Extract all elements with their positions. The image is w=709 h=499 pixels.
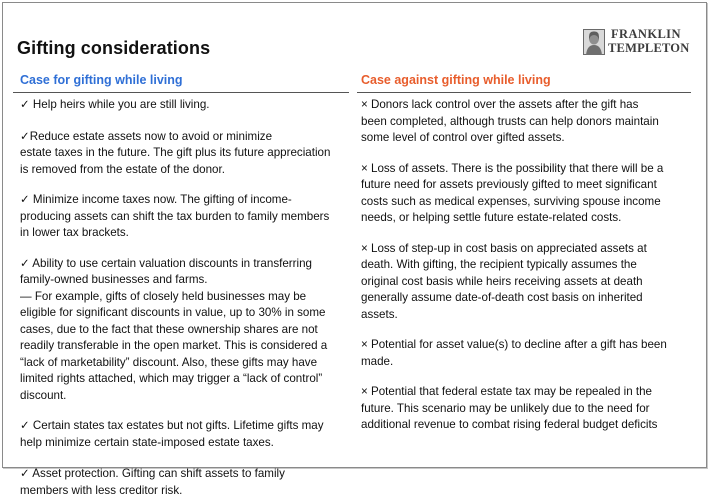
list-item: ✓ Ability to use certain valuation discounts in transferring family-owned businesses and farms. — For example, gifts of closely held businesses may be eligible for significant discounts in value, up to 30% in some cases, due to the fact that these ownership shares are not readily transferable in the open market. This is considered a “lack of marketability” discount. Also, these gifts may have limited rights attached, which may trigger a “lack of control” discount. (20, 256, 328, 402)
case-for-list (20, 97, 350, 499)
list-item: × Loss of assets. There is the possibility that there will be a future need for assets previously gifted to meet significant costs such as medical expenses, surviving spouse income needs, or helping settle future estate-related costs. (361, 161, 664, 224)
right-heading-divider (357, 92, 691, 93)
slide-frame (2, 2, 707, 497)
list-item: × Potential that federal estate tax may be repealed in the future. This scenario may be unlikely due to the need for additional revenue to combat rising federal budget deficits (361, 385, 658, 431)
list-item: ✓ Minimize income taxes now. The gifting of income- producing assets can shift the tax burden to family members in lower tax brackets. (20, 193, 330, 239)
logo-line-templeton: TEMPLETON (608, 41, 690, 55)
list-item: ✓ Help heirs while you are still living. (20, 98, 210, 111)
list-item: ✓Reduce estate assets now to avoid or minimize estate taxes in the future. The gift plus its future appreciation is removed from the estate of the donor. (20, 129, 331, 176)
list-item: × Loss of step-up in cost basis on appreciated assets at death. With gifting, the recipient typically assumes the original cost basis while heirs receiving assets at death generally assume date-of-death cost basis on inherited assets. (361, 241, 647, 321)
list-item: × Potential for asset value(s) to decline after a gift has been made. (361, 338, 667, 368)
case-against-list (361, 97, 691, 434)
list-item: × Donors lack control over the assets after the gift has been completed, although trusts can help donors maintain some level of control over gifted assets. (361, 98, 659, 144)
page-title: Gifting considerations (17, 38, 211, 58)
franklin-portrait-icon (583, 29, 605, 55)
list-item: ✓ Certain states tax estates but not gifts. Lifetime gifts may help minimize certain state-imposed estate taxes. (20, 419, 324, 449)
franklin-templeton-logo (583, 27, 698, 59)
left-heading-divider (13, 92, 349, 93)
logo-line-franklin: FRANKLIN (611, 27, 681, 41)
case-against-heading: Case against gifting while living (361, 73, 551, 87)
list-item: ✓ Asset protection. Gifting can shift assets to family members with less creditor risk. (20, 467, 285, 497)
case-for-heading: Case for gifting while living (20, 73, 183, 87)
